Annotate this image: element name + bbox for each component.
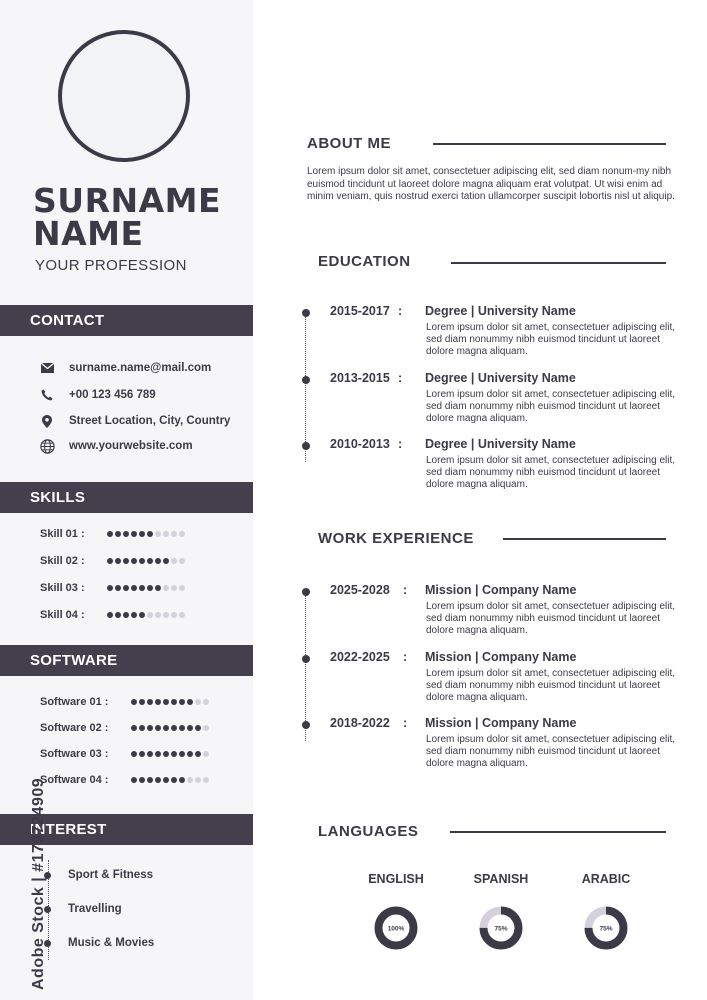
level-dot — [107, 612, 113, 618]
level-dot — [163, 777, 169, 783]
level-dot — [203, 751, 209, 757]
level-dot — [163, 585, 169, 591]
contact-address — [39, 412, 230, 430]
level-dot — [195, 725, 201, 731]
level-dot — [147, 725, 153, 731]
education-years: 2010-2013 — [330, 437, 390, 451]
language-name: ARABIC — [581, 872, 631, 886]
contact-heading: CONTACT — [0, 305, 253, 336]
level-dot — [139, 777, 145, 783]
level-dot — [147, 777, 153, 783]
level-dot — [155, 777, 161, 783]
level-dot — [163, 699, 169, 705]
software-heading: SOFTWARE — [0, 645, 253, 676]
level-dot — [187, 725, 193, 731]
level-dot — [163, 751, 169, 757]
skills-level-dots — [107, 531, 185, 537]
software-label: Software 03 : — [40, 748, 109, 760]
skills-level-dots — [107, 585, 185, 591]
level-dot — [187, 751, 193, 757]
level-dot — [107, 585, 113, 591]
software-level-dots — [131, 699, 209, 705]
level-dot — [123, 585, 129, 591]
language-name: SPANISH — [473, 872, 529, 886]
level-dot — [147, 699, 153, 705]
interest-item: Travelling — [44, 903, 122, 915]
level-dot — [131, 558, 137, 564]
language-percent-label: 75% — [494, 925, 508, 933]
work-years: 2025-2028 — [330, 583, 390, 597]
interest-heading: INTEREST — [0, 814, 253, 845]
skills-label: Skill 04 : — [40, 609, 85, 621]
skills-label: Skill 02 : — [40, 555, 85, 567]
software-level-dots — [131, 725, 209, 731]
profile-photo-placeholder — [58, 30, 190, 162]
work-entry-title: Mission | Company Name — [425, 716, 577, 730]
level-dot — [131, 531, 137, 537]
language-ring — [478, 905, 524, 951]
level-dot — [171, 725, 177, 731]
profession: YOUR PROFESSION — [35, 257, 187, 274]
level-dot — [179, 699, 185, 705]
level-dot — [147, 531, 153, 537]
level-dot — [171, 612, 177, 618]
level-dot — [131, 612, 137, 618]
level-dot — [147, 612, 153, 618]
level-dot — [155, 585, 161, 591]
level-dot — [171, 558, 177, 564]
about-heading: ABOUT ME — [307, 135, 391, 152]
about-text: Lorem ipsum dolor sit amet, consectetuer adipiscing elit, sed diam nonum-my nibh euismod tincidunt ut laoreet dolore magna aliquam erat volutpat. Ut wisi enim ad minim veniam, quis nostrud exerci tation ullamcorper suscipit lobortis nisl ut aliquip. — [307, 166, 675, 202]
watermark: Adobe Stock | #179724909 — [30, 777, 47, 990]
level-dot — [155, 751, 161, 757]
software-row — [40, 748, 209, 760]
contact-website[interactable] — [39, 437, 193, 455]
work-colon: : — [403, 716, 408, 730]
software-row — [40, 696, 209, 708]
timeline-dot — [302, 588, 310, 596]
level-dot — [179, 585, 185, 591]
work-colon: : — [403, 583, 408, 597]
level-dot — [195, 699, 201, 705]
work-entry-title: Mission | Company Name — [425, 650, 577, 664]
level-dot — [171, 751, 177, 757]
level-dot — [115, 585, 121, 591]
software-level-dots — [131, 751, 209, 757]
level-dot — [203, 777, 209, 783]
level-dot — [115, 558, 121, 564]
timeline-dot — [302, 309, 310, 317]
level-dot — [131, 585, 137, 591]
level-dot — [187, 699, 193, 705]
education-timeline — [305, 312, 306, 462]
work-entry-text: Lorem ipsum dolor sit amet, consectetuer adipiscing elit, sed diam nonummy nibh euismod tincidunt ut laoreet dolore magna aliquam. — [426, 668, 676, 703]
work-entry-title: Mission | Company Name — [425, 583, 577, 597]
work-years: 2018-2022 — [330, 716, 390, 730]
level-dot — [139, 751, 145, 757]
timeline-dot — [302, 442, 310, 450]
skills-row — [40, 582, 185, 594]
about-divider — [433, 143, 666, 145]
level-dot — [147, 558, 153, 564]
skills-label: Skill 03 : — [40, 582, 85, 594]
level-dot — [203, 725, 209, 731]
software-level-dots — [131, 777, 209, 783]
skills-row — [40, 528, 185, 540]
level-dot — [171, 699, 177, 705]
level-dot — [107, 558, 113, 564]
education-entry-title: Degree | University Name — [425, 304, 576, 318]
skills-row — [40, 555, 185, 567]
skills-row — [40, 609, 185, 621]
level-dot — [179, 531, 185, 537]
education-divider — [451, 262, 666, 264]
level-dot — [139, 558, 145, 564]
mail-icon — [39, 360, 55, 376]
location-pin-icon — [39, 413, 55, 429]
timeline-dot — [302, 721, 310, 729]
level-dot — [131, 751, 137, 757]
education-entry-text: Lorem ipsum dolor sit amet, consectetuer adipiscing elit, sed diam nonummy nibh euismod tincidunt ut laoreet dolore magna aliquam. — [426, 455, 676, 490]
surname: SURNAME — [33, 181, 222, 220]
language-name: ENGLISH — [368, 872, 424, 886]
contact-email[interactable] — [39, 359, 211, 377]
languages-divider — [450, 831, 666, 833]
level-dot — [163, 612, 169, 618]
contact-phone-text: +00 123 456 789 — [69, 389, 156, 401]
work-years: 2022-2025 — [330, 650, 390, 664]
contact-phone[interactable] — [39, 386, 156, 404]
education-heading: EDUCATION — [318, 253, 411, 270]
level-dot — [187, 777, 193, 783]
education-colon: : — [398, 437, 403, 451]
level-dot — [171, 777, 177, 783]
level-dot — [123, 612, 129, 618]
education-colon: : — [398, 371, 403, 385]
software-row — [40, 722, 209, 734]
globe-icon — [39, 438, 55, 454]
contact-website-text: www.yourwebsite.com — [69, 440, 193, 452]
level-dot — [155, 612, 161, 618]
software-row — [40, 774, 209, 786]
languages-heading: LANGUAGES — [318, 823, 419, 840]
software-label: Software 02 : — [40, 722, 109, 734]
level-dot — [179, 612, 185, 618]
skills-heading: SKILLS — [0, 482, 253, 513]
work-colon: : — [403, 650, 408, 664]
level-dot — [163, 725, 169, 731]
level-dot — [203, 699, 209, 705]
education-entry-title: Degree | University Name — [425, 437, 576, 451]
level-dot — [139, 585, 145, 591]
work-entry-text: Lorem ipsum dolor sit amet, consectetuer adipiscing elit, sed diam nonummy nibh euismod tincidunt ut laoreet dolore magna aliquam. — [426, 734, 676, 769]
education-entry-title: Degree | University Name — [425, 371, 576, 385]
level-dot — [179, 725, 185, 731]
level-dot — [195, 751, 201, 757]
skills-label: Skill 01 : — [40, 528, 85, 540]
level-dot — [147, 751, 153, 757]
skills-level-dots — [107, 558, 185, 564]
level-dot — [163, 531, 169, 537]
language-percent-label: 75% — [599, 925, 613, 933]
education-colon: : — [398, 304, 403, 318]
language-ring — [583, 905, 629, 951]
level-dot — [155, 699, 161, 705]
level-dot — [171, 585, 177, 591]
level-dot — [179, 777, 185, 783]
level-dot — [131, 725, 137, 731]
level-dot — [155, 725, 161, 731]
level-dot — [115, 531, 121, 537]
level-dot — [171, 531, 177, 537]
interest-item: Music & Movies — [44, 937, 154, 949]
level-dot — [179, 558, 185, 564]
level-dot — [139, 612, 145, 618]
work-heading: WORK EXPERIENCE — [318, 530, 474, 547]
software-label: Software 04 : — [40, 774, 109, 786]
first-name: NAME — [33, 214, 144, 253]
level-dot — [155, 558, 161, 564]
level-dot — [115, 612, 121, 618]
education-entry-text: Lorem ipsum dolor sit amet, consectetuer adipiscing elit, sed diam nonummy nibh euismod tincidunt ut laoreet dolore magna aliquam. — [426, 322, 676, 357]
level-dot — [155, 531, 161, 537]
language-percent-label: 100% — [387, 925, 405, 933]
level-dot — [163, 558, 169, 564]
education-entry-text: Lorem ipsum dolor sit amet, consectetuer adipiscing elit, sed diam nonummy nibh euismod tincidunt ut laoreet dolore magna aliquam. — [426, 389, 676, 424]
education-years: 2013-2015 — [330, 371, 390, 385]
level-dot — [123, 531, 129, 537]
education-years: 2015-2017 — [330, 304, 390, 318]
skills-level-dots — [107, 612, 185, 618]
phone-icon — [39, 387, 55, 403]
contact-email-text: surname.name@mail.com — [69, 362, 212, 374]
timeline-dot — [302, 655, 310, 663]
work-divider — [503, 538, 666, 540]
timeline-dot — [302, 376, 310, 384]
level-dot — [139, 725, 145, 731]
level-dot — [139, 699, 145, 705]
work-entry-text: Lorem ipsum dolor sit amet, consectetuer adipiscing elit, sed diam nonummy nibh euismod tincidunt ut laoreet dolore magna aliquam. — [426, 601, 676, 636]
work-timeline — [305, 591, 306, 741]
level-dot — [147, 585, 153, 591]
level-dot — [131, 699, 137, 705]
interest-item: Sport & Fitness — [44, 869, 153, 881]
level-dot — [131, 777, 137, 783]
software-label: Software 01 : — [40, 696, 109, 708]
language-ring — [373, 905, 419, 951]
level-dot — [139, 531, 145, 537]
level-dot — [179, 751, 185, 757]
level-dot — [195, 777, 201, 783]
contact-address-text: Street Location, City, Country — [69, 415, 231, 427]
level-dot — [107, 531, 113, 537]
level-dot — [123, 558, 129, 564]
